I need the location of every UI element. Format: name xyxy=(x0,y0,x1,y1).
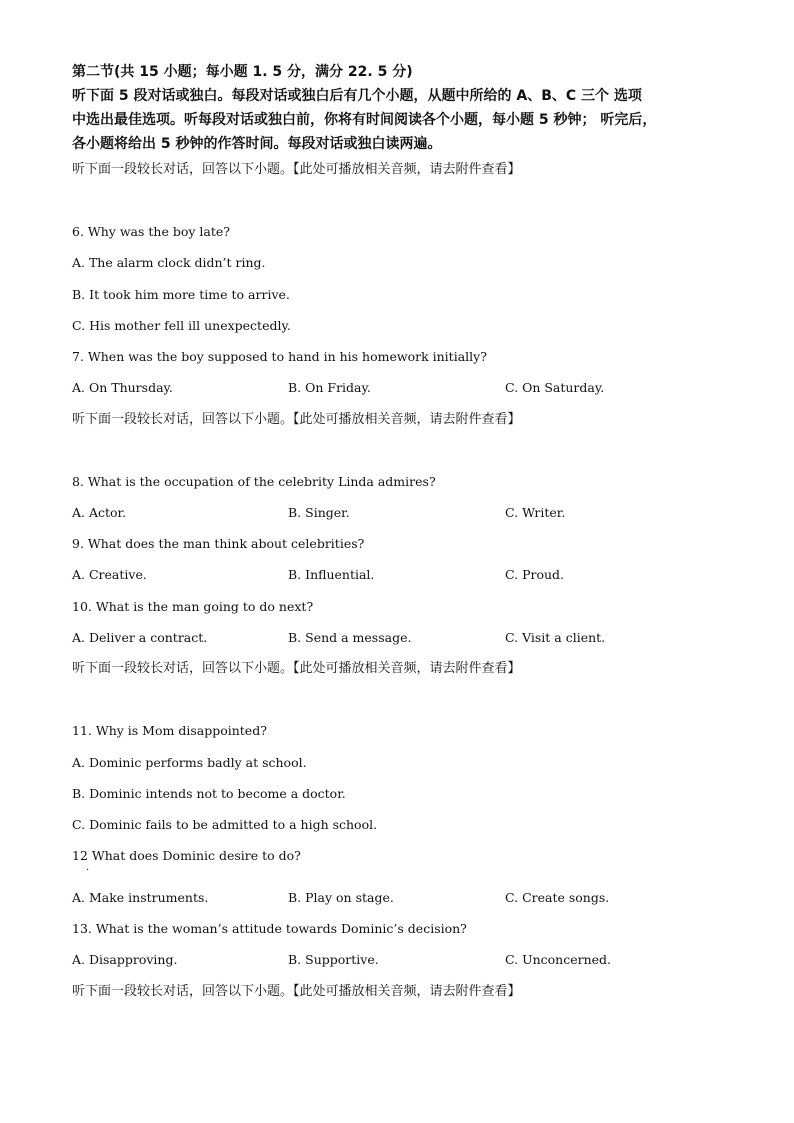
question-13-option-a: A. Disapproving. xyxy=(72,952,178,967)
section-title: 第二节(共 15 小题；每小题 1. 5 分，满分 22. 5 分) xyxy=(72,64,413,80)
question-7-stem: 7. When was the boy supposed to hand in his homework initially? xyxy=(72,349,487,364)
question-10-option-a: A. Deliver a contract. xyxy=(72,630,208,645)
question-8-stem: 8. What is the occupation of the celebrity Linda admires? xyxy=(72,474,436,489)
audio-note: 听下面一段较长对话，回答以下小题。【此处可播放相关音频，请去附件查看】 xyxy=(72,661,521,676)
question-12-option-b: B. Play on stage. xyxy=(288,890,394,905)
question-11-option-a: A. Dominic performs badly at school. xyxy=(72,755,307,770)
question-8-option-c: C. Writer. xyxy=(505,505,566,520)
question-9-option-a: A. Creative. xyxy=(72,567,147,582)
question-9-option-b: B. Influential. xyxy=(288,567,375,582)
audio-note: 听下面一段较长对话，回答以下小题。【此处可播放相关音频，请去附件查看】 xyxy=(72,162,521,177)
section-header xyxy=(72,60,732,156)
question-6-stem: 6. Why was the boy late? xyxy=(72,224,230,239)
question-12-stem: 12 What does Dominic desire to do? xyxy=(72,848,301,863)
question-10-option-b: B. Send a message. xyxy=(288,630,412,645)
question-11-stem: 11. Why is Mom disappointed? xyxy=(72,723,267,738)
question-13-option-c: C. Unconcerned. xyxy=(505,952,612,967)
instruction-line-3: 各小题将给出 5 秒钟的作答时间。每段对话或独白读两遍。 xyxy=(72,136,442,152)
instruction-line-1: 听下面 5 段对话或独白。每段对话或独白后有几个小题，从题中所给的 A、B、C 三个 选项 xyxy=(72,88,642,104)
question-12-option-a: A. Make instruments. xyxy=(72,890,209,905)
question-9-option-c: C. Proud. xyxy=(505,567,565,582)
question-11-option-b: B. Dominic intends not to become a doctor. xyxy=(72,786,346,801)
question-7-option-b: B. On Friday. xyxy=(288,380,371,395)
question-7-option-c: C. On Saturday. xyxy=(505,380,605,395)
question-10-stem: 10. What is the man going to do next? xyxy=(72,599,314,614)
question-13-option-b: B. Supportive. xyxy=(288,952,379,967)
question-12-option-c: C. Create songs. xyxy=(505,890,610,905)
question-13-stem: 13. What is the woman’s attitude towards Dominic’s decision? xyxy=(72,921,467,936)
question-10-option-c: C. Visit a client. xyxy=(505,630,606,645)
question-6-option-a: A. The alarm clock didn’t ring. xyxy=(72,255,266,270)
stray-dot: · xyxy=(86,865,90,876)
question-8-option-a: A. Actor. xyxy=(72,505,127,520)
audio-note: 听下面一段较长对话，回答以下小题。【此处可播放相关音频，请去附件查看】 xyxy=(72,412,521,427)
question-9-stem: 9. What does the man think about celebrities? xyxy=(72,536,365,551)
question-6-option-b: B. It took him more time to arrive. xyxy=(72,287,290,302)
question-8-option-b: B. Singer. xyxy=(288,505,350,520)
question-11-option-c: C. Dominic fails to be admitted to a high school. xyxy=(72,817,378,832)
question-6-option-c: C. His mother fell ill unexpectedly. xyxy=(72,318,291,333)
question-7-option-a: A. On Thursday. xyxy=(72,380,173,395)
audio-note: 听下面一段较长对话，回答以下小题。【此处可播放相关音频，请去附件查看】 xyxy=(72,984,521,999)
instruction-line-2: 中选出最佳选项。听每段对话或独白前，你将有时间阅读各个小题，每小题 5 秒钟； 听完后， xyxy=(72,112,657,128)
